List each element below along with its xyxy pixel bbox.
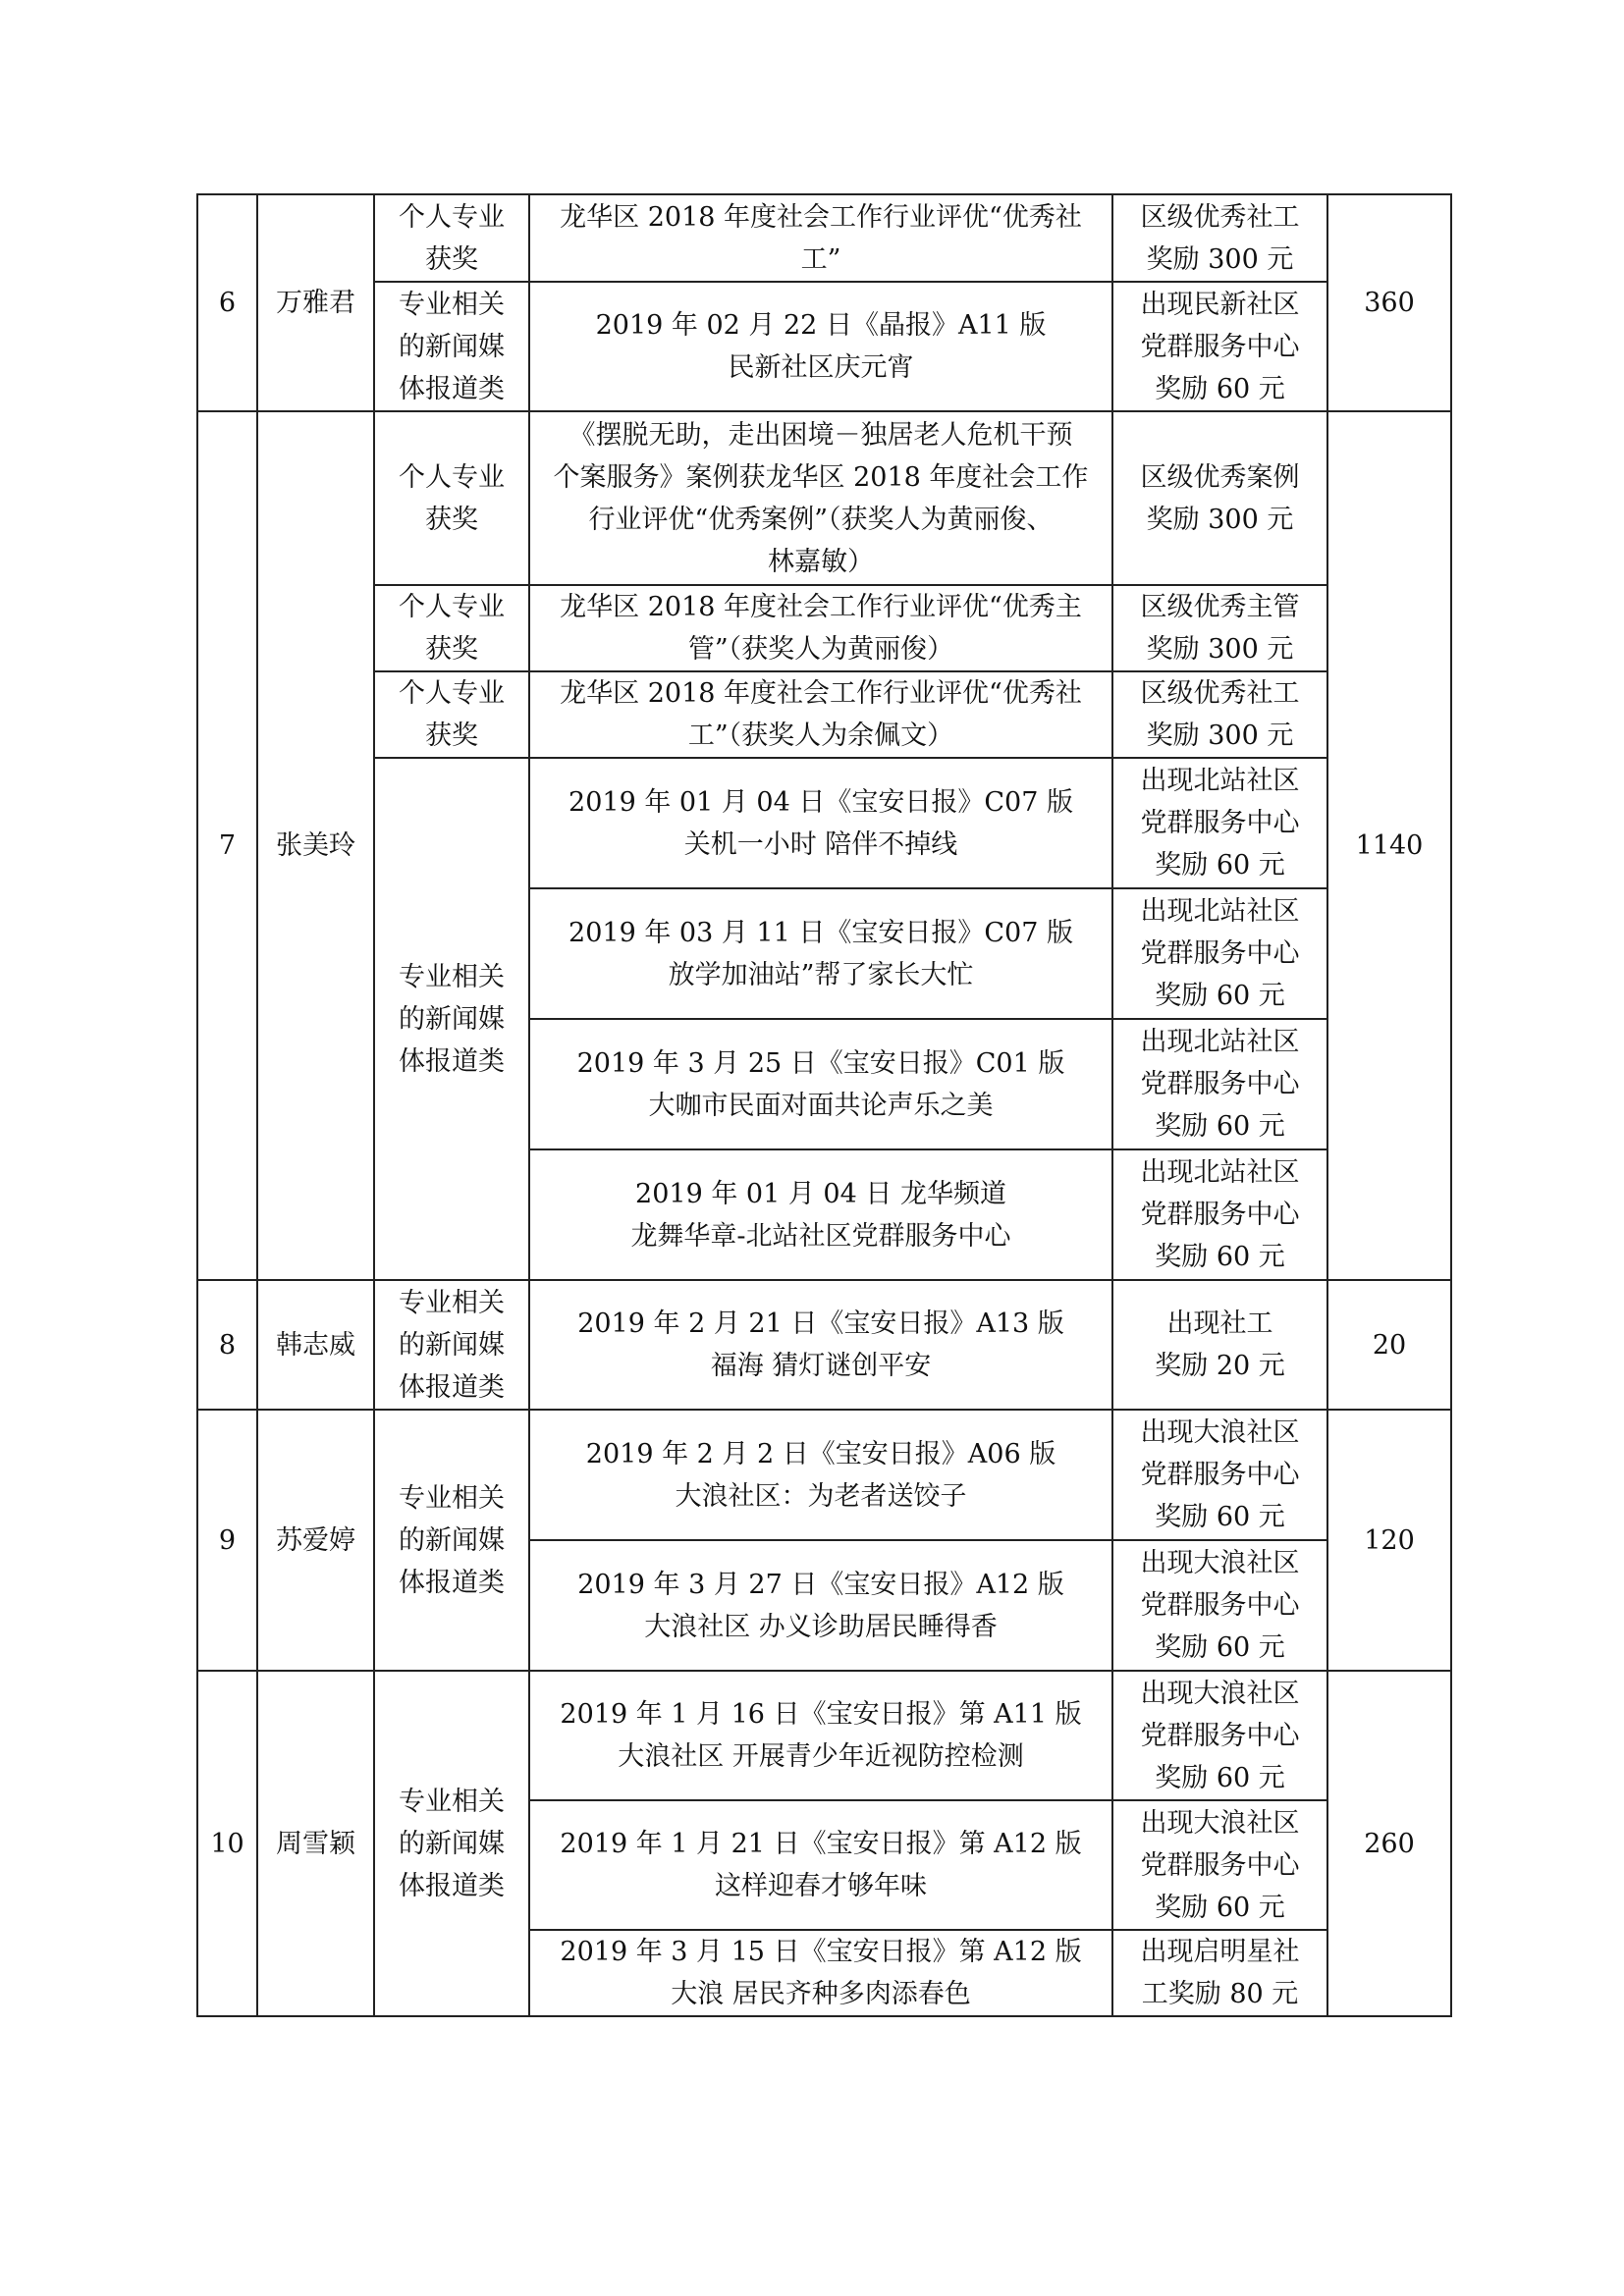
reward-cell: 出现北站社区 党群服务中心 奖励 60 元 (1112, 1019, 1327, 1149)
reward-cell: 区级优秀案例 奖励 300 元 (1112, 411, 1327, 585)
category-cell: 专业相关 的新闻媒 体报道类 (374, 1671, 529, 2016)
category-cell: 个人专业 获奖 (374, 411, 529, 585)
category-cell: 个人专业 获奖 (374, 671, 529, 758)
category-cell: 个人专业 获奖 (374, 194, 529, 282)
reward-cell: 出现民新社区 党群服务中心 奖励 60 元 (1112, 282, 1327, 411)
row-number: 6 (218, 288, 237, 318)
row-number-cell (197, 1671, 257, 2016)
person-name-cell (257, 1410, 374, 1671)
category-cell: 专业相关 的新闻媒 体报道类 (374, 1410, 529, 1671)
total-cell (1327, 411, 1451, 1280)
table-row (197, 1410, 1451, 1540)
row-number-cell (197, 1280, 257, 1410)
row-number: 8 (218, 1329, 237, 1361)
description-cell: 龙华区 2018 年度社会工作行业评优“优秀社 工”（获奖人为余佩文） (529, 671, 1112, 758)
row-number: 10 (210, 1828, 244, 1859)
description-cell: 2019 年 03 月 11 日《宝安日报》C07 版 放学加油站”帮了家长大忙 (529, 888, 1112, 1019)
reward-cell: 出现大浪社区 党群服务中心 奖励 60 元 (1112, 1671, 1327, 1800)
reward-cell: 出现大浪社区 党群服务中心 奖励 60 元 (1112, 1410, 1327, 1540)
reward-cell: 区级优秀主管 奖励 300 元 (1112, 585, 1327, 671)
person-name-cell (257, 1280, 374, 1410)
table-row (197, 1671, 1451, 1800)
total-amount: 360 (1364, 288, 1415, 318)
person-name-cell (257, 1671, 374, 2016)
description-cell: 2019 年 01 月 04 日《宝安日报》C07 版 关机一小时 陪伴不掉线 (529, 758, 1112, 888)
row-number: 9 (218, 1524, 237, 1556)
row-number-cell (197, 1410, 257, 1671)
table-row (197, 1280, 1451, 1410)
description-cell: 2019 年 3 月 27 日《宝安日报》A12 版 大浪社区 办义诊助居民睡得香 (529, 1540, 1112, 1671)
total-cell (1327, 194, 1451, 411)
total-amount: 260 (1364, 1828, 1415, 1859)
reward-cell: 出现大浪社区 党群服务中心 奖励 60 元 (1112, 1540, 1327, 1671)
table-row (197, 758, 1451, 888)
total-cell (1327, 1671, 1451, 2016)
description-cell: 2019 年 1 月 21 日《宝安日报》第 A12 版 这样迎春才够年味 (529, 1800, 1112, 1930)
person-name: 周雪颖 (276, 1828, 355, 1859)
category-cell: 专业相关 的新闻媒 体报道类 (374, 758, 529, 1280)
description-cell: 2019 年 2 月 21 日《宝安日报》A13 版 福海 猜灯谜创平安 (529, 1280, 1112, 1410)
row-number: 7 (218, 830, 237, 861)
row-number-cell (197, 411, 257, 1280)
total-amount: 1140 (1355, 830, 1424, 861)
table-row (197, 194, 1451, 282)
person-name: 张美玲 (276, 830, 355, 861)
reward-cell: 出现北站社区 党群服务中心 奖励 60 元 (1112, 888, 1327, 1019)
description-cell: 2019 年 01 月 04 日 龙华频道 龙舞华章-北站社区党群服务中心 (529, 1149, 1112, 1280)
reward-cell: 出现北站社区 党群服务中心 奖励 60 元 (1112, 758, 1327, 888)
person-name: 万雅君 (276, 288, 355, 318)
category-cell: 专业相关 的新闻媒 体报道类 (374, 282, 529, 411)
total-cell (1327, 1410, 1451, 1671)
reward-cell: 出现大浪社区 党群服务中心 奖励 60 元 (1112, 1800, 1327, 1930)
reward-cell: 出现社工 奖励 20 元 (1112, 1280, 1327, 1410)
description-cell: 龙华区 2018 年度社会工作行业评优“优秀社 工” (529, 194, 1112, 282)
description-cell: 2019 年 3 月 15 日《宝安日报》第 A12 版 大浪 居民齐种多肉添春色 (529, 1930, 1112, 2016)
person-name-cell (257, 411, 374, 1280)
person-name: 韩志威 (276, 1329, 355, 1361)
description-cell: 2019 年 1 月 16 日《宝安日报》第 A11 版 大浪社区 开展青少年近视防控检测 (529, 1671, 1112, 1800)
reward-cell: 出现北站社区 党群服务中心 奖励 60 元 (1112, 1149, 1327, 1280)
table-row (197, 411, 1451, 585)
total-amount: 20 (1372, 1329, 1407, 1361)
table-row (197, 282, 1451, 411)
total-amount: 120 (1364, 1524, 1415, 1556)
description-cell: 2019 年 2 月 2 日《宝安日报》A06 版 大浪社区：为老者送饺子 (529, 1410, 1112, 1540)
total-cell (1327, 1280, 1451, 1410)
description-cell: 《摆脱无助，走出困境－独居老人危机干预 个案服务》案例获龙华区 2018 年度社会工作 行业评优“优秀案例”（获奖人为黄丽俊、 林嘉敏） (529, 411, 1112, 585)
table-row (197, 671, 1451, 758)
reward-cell: 区级优秀社工 奖励 300 元 (1112, 671, 1327, 758)
award-table (196, 193, 1452, 2017)
reward-cell: 出现启明星社 工奖励 80 元 (1112, 1930, 1327, 2016)
table-row (197, 585, 1451, 671)
category-cell: 个人专业 获奖 (374, 585, 529, 671)
reward-cell: 区级优秀社工 奖励 300 元 (1112, 194, 1327, 282)
description-cell: 2019 年 02 月 22 日《晶报》A11 版 民新社区庆元宵 (529, 282, 1112, 411)
category-cell: 专业相关 的新闻媒 体报道类 (374, 1280, 529, 1410)
person-name: 苏爱婷 (276, 1524, 355, 1556)
row-number-cell (197, 194, 257, 411)
person-name-cell (257, 194, 374, 411)
description-cell: 龙华区 2018 年度社会工作行业评优“优秀主 管”（获奖人为黄丽俊） (529, 585, 1112, 671)
description-cell: 2019 年 3 月 25 日《宝安日报》C01 版 大咖市民面对面共论声乐之美 (529, 1019, 1112, 1149)
